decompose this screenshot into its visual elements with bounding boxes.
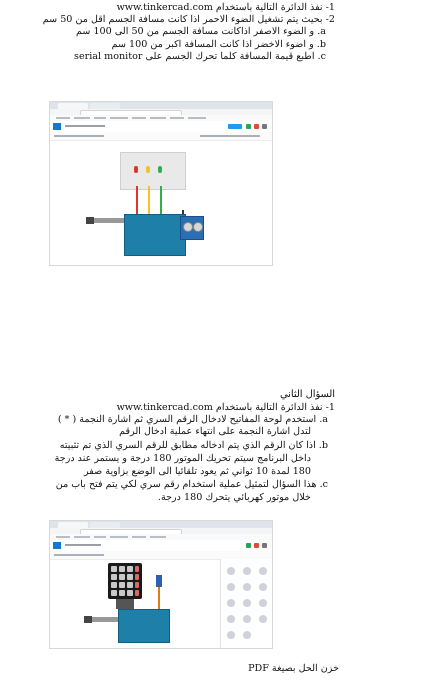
- keypad-icon: [108, 563, 142, 599]
- q2-line4: b. اذا كان الرقم الذي يتم ادخاله مطابق للرقم السري الذي تم تثبيته: [59, 440, 328, 451]
- q1-line5: c. اطبع قيمة المسافة كلما تحرك الجسم على serial monitor: [74, 51, 326, 62]
- arduino-board-icon: [124, 214, 186, 256]
- q2-line1: 1- نفذ الدائرة التالية باستخدام www.tinkercad.com: [116, 402, 335, 413]
- servo-motor-icon: [156, 575, 162, 587]
- q1-line2: 2- بحيث يتم تشغيل الضوء الاحمر اذا كانت مسافة الجسم اقل من 50 سم: [42, 14, 335, 25]
- q2-heading: السؤال الثاني: [279, 389, 335, 400]
- tinkercad-toolbar: [50, 132, 272, 141]
- arduino-board-icon: [118, 609, 170, 643]
- q1-line4: b. و اضوء الاخضر اذا كانت المسافة اكبر من 100 سم: [111, 39, 326, 50]
- tinkercad-logo-icon: [53, 123, 61, 130]
- ultrasonic-sensor-icon: [180, 216, 204, 240]
- led-green-icon: [158, 166, 162, 173]
- browser-tabbar: [50, 521, 272, 528]
- tinkercad-screenshot-1: [49, 101, 273, 266]
- browser-tabbar: [50, 102, 272, 109]
- q2-line5: داخل البرنامج سيتم تحريك الموتور 180 درجة و يستمر عند درجة: [54, 453, 311, 464]
- led-red-icon: [134, 166, 138, 173]
- led-yellow-icon: [146, 166, 150, 173]
- components-panel: [220, 559, 273, 648]
- tinkercad-screenshot-2: [49, 520, 273, 649]
- q2-line3: لتدل اشارة النجمة على انتهاء عملية ادخال الرقم: [119, 426, 311, 437]
- q2-line8: خلال موتور كهربائي يتحرك 180 درجة.: [157, 492, 311, 503]
- footer-note: خزن الحل بصيغة PDF: [248, 663, 339, 674]
- q2-line2: a. استخدم لوحة المفاتيح لادخال الرقم السري ثم اشارة النجمة ( * ): [57, 414, 328, 425]
- breadboard: [120, 152, 186, 190]
- q2-line7: c. هذا السؤال لتمثيل عملية استخدام رقم سري لكي يتم فتح باب من: [55, 479, 328, 490]
- q1-line3: a. و الضوء الاصفر اذاكانت مسافة الجسم من 50 الى 100 سم: [75, 26, 326, 37]
- tinkercad-logo-icon: [53, 542, 61, 549]
- q1-line1: 1- نفذ الدائرة التالية باستخدام www.tinkercad.com: [116, 2, 335, 13]
- q2-line6: 180 لمدة 10 ثواني ثم يعود تلقائيا الى الوضع بزاوية صفر: [84, 466, 311, 477]
